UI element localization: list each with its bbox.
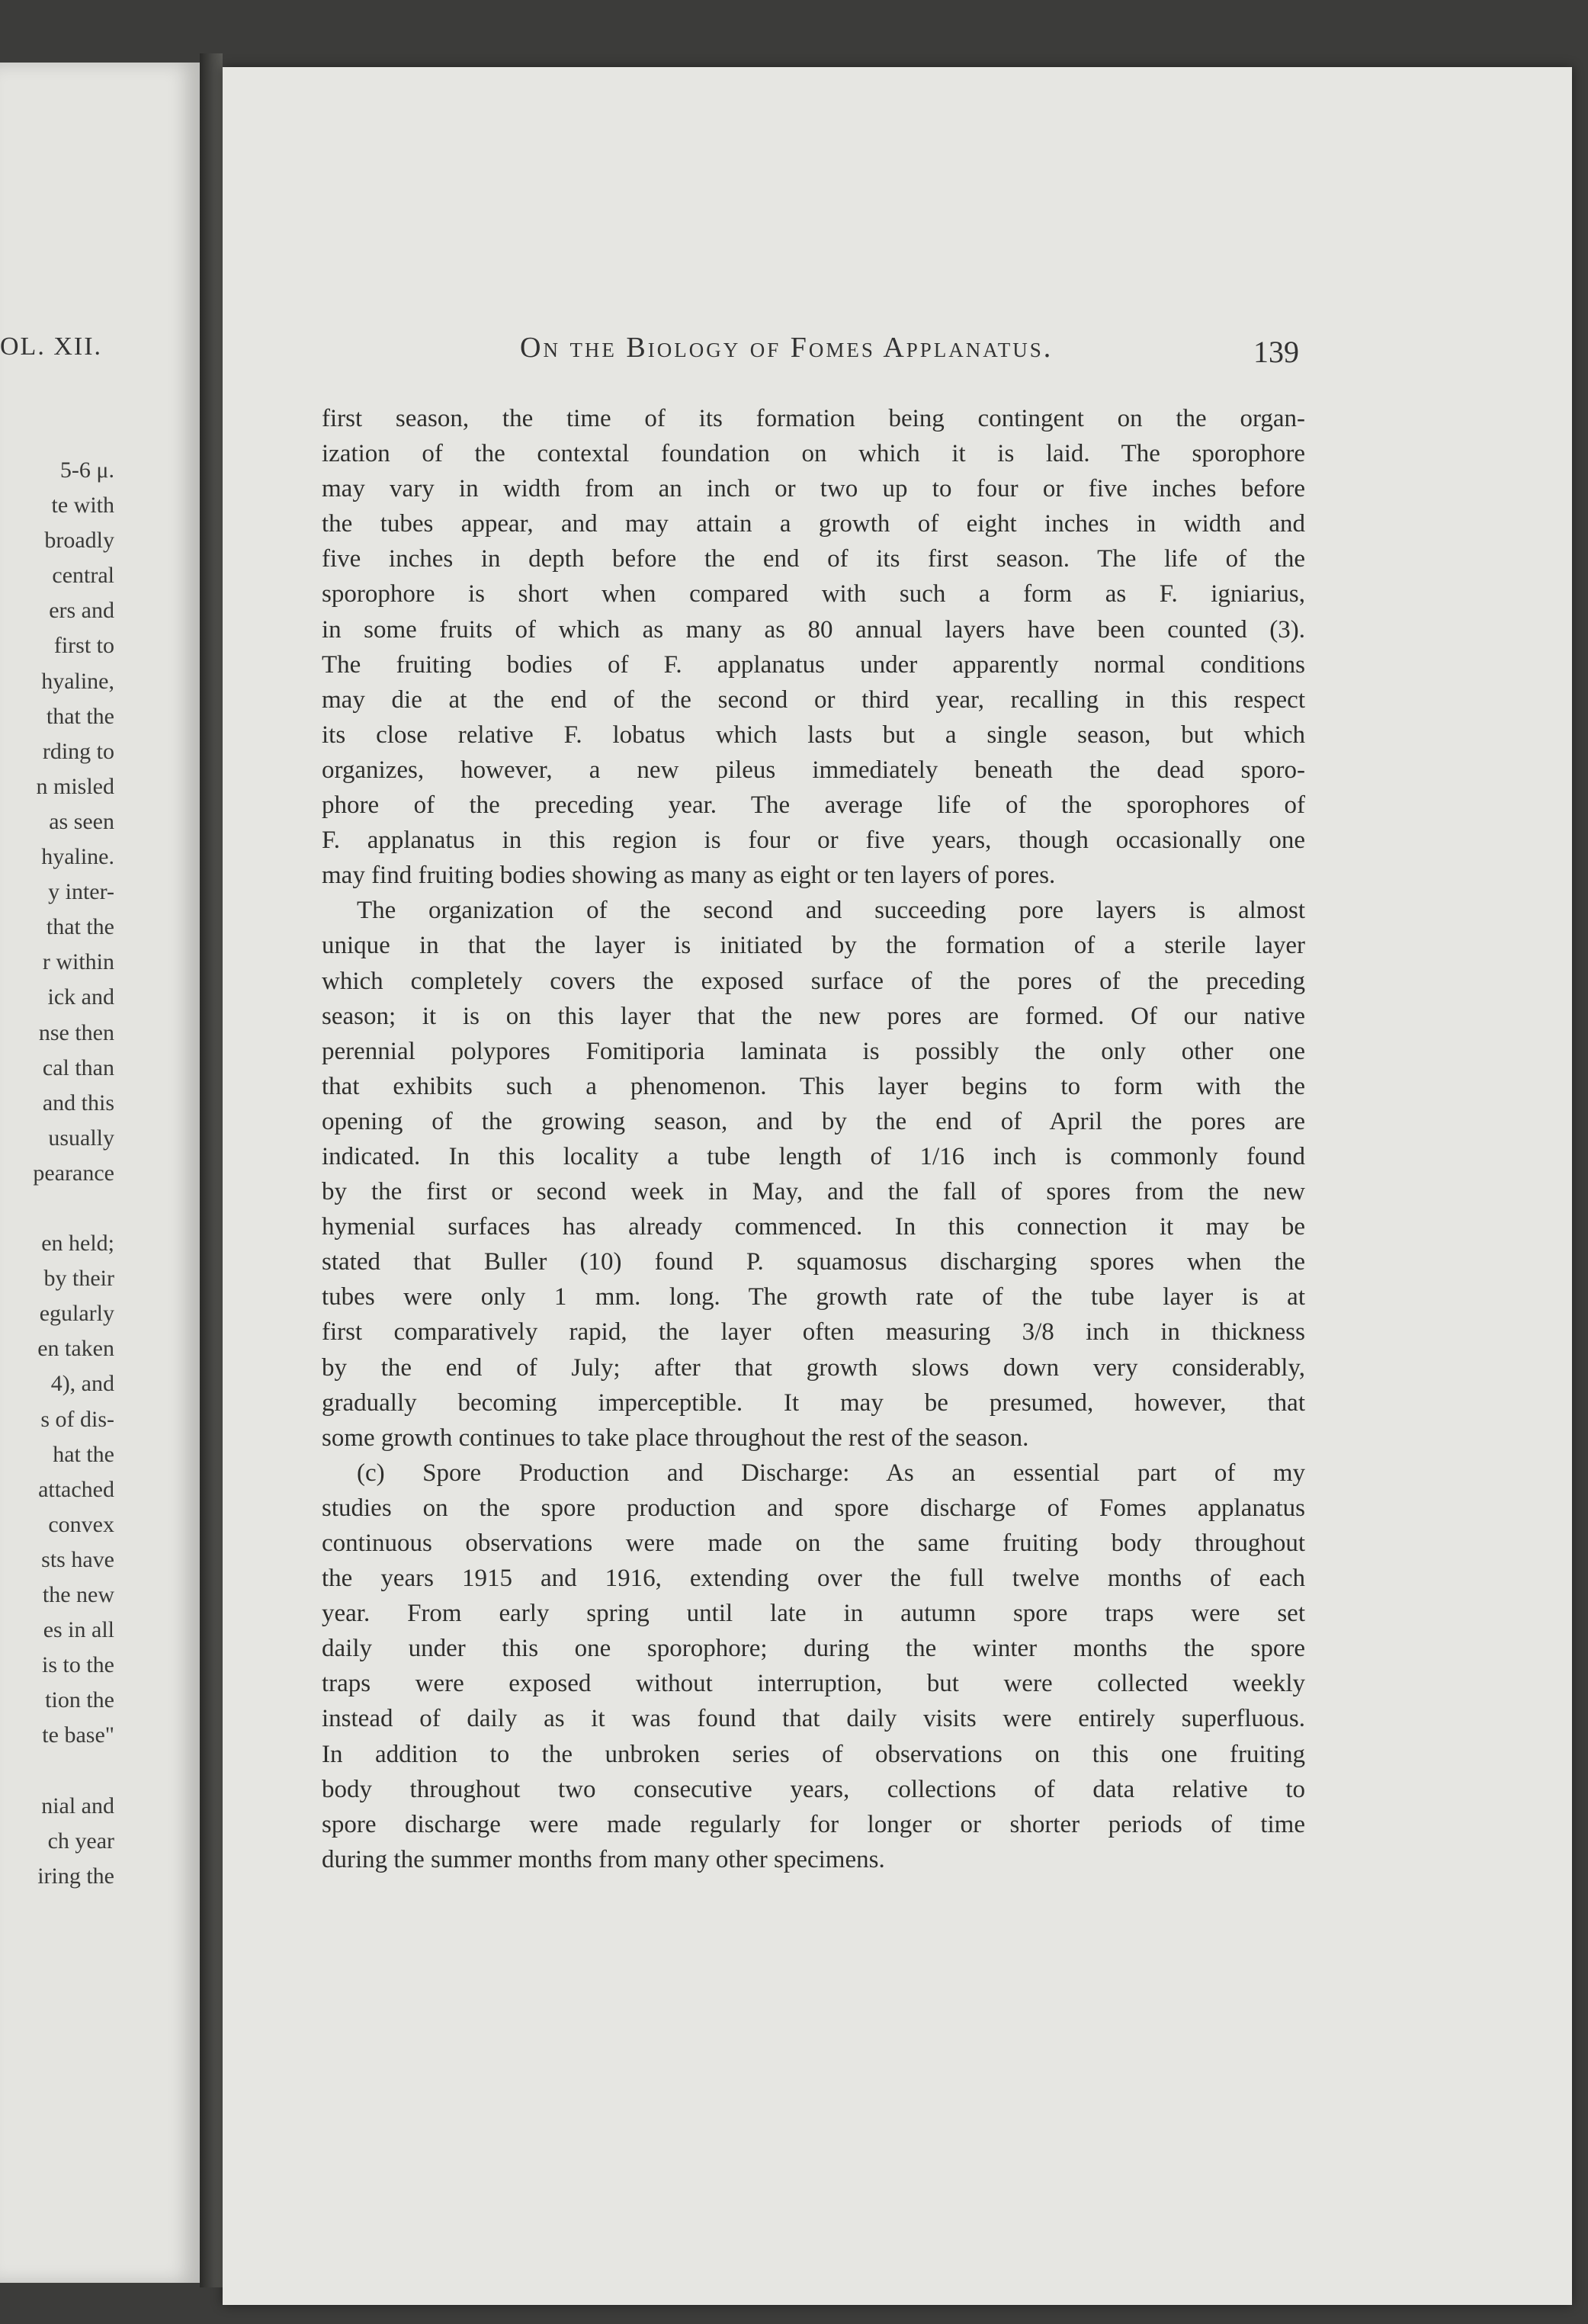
left-page-line: is to the xyxy=(42,1652,114,1678)
left-page-line: sts have xyxy=(41,1546,114,1572)
left-page-line: central xyxy=(52,563,114,589)
text-line: five inches in depth before the end of its first season. The life of the xyxy=(322,545,1305,573)
text-line: year. From early spring until late in autumn spore traps were set xyxy=(322,1600,1305,1628)
text-line: may find fruiting bodies showing as many as eight or ten layers of pores. xyxy=(322,862,1056,890)
text-line: some growth continues to take place throughout the rest of the season. xyxy=(322,1424,1029,1452)
text-line: In addition to the unbroken series of observations on this one fruiting xyxy=(322,1740,1305,1768)
text-line: gradually becoming imperceptible. It may be presumed, however, that xyxy=(322,1388,1305,1417)
left-page-line: hyaline, xyxy=(41,668,114,694)
text-line: by the end of July; after that growth slows down very considerably, xyxy=(322,1353,1305,1382)
left-running-head: OL. XII. xyxy=(0,332,103,361)
left-page-line: hat the xyxy=(53,1441,114,1467)
text-line: its close relative F. lobatus which lasts but a single season, but which xyxy=(322,721,1305,749)
left-page-line: 5-6 μ. xyxy=(59,457,114,483)
text-line: instead of daily as it was found that daily visits were entirely superfluous. xyxy=(322,1705,1305,1733)
left-page-line: pearance xyxy=(33,1160,114,1186)
left-page-line: s of dis- xyxy=(40,1406,114,1432)
left-page-line: nial and xyxy=(41,1793,114,1818)
left-page-line: cal than xyxy=(42,1054,114,1080)
left-page-line: es in all xyxy=(43,1617,114,1643)
left-page-line: tion the xyxy=(45,1687,114,1713)
left-page-line: en held; xyxy=(41,1231,114,1257)
left-page-line: ch year xyxy=(47,1828,114,1854)
left-page-line: that the xyxy=(46,914,114,940)
text-line: opening of the growing season, and by the end of April the pores are xyxy=(322,1107,1305,1135)
left-page-text xyxy=(0,453,114,1894)
left-page-line: usually xyxy=(48,1125,114,1151)
left-page-line: attached xyxy=(38,1476,114,1502)
text-line: hymenial surfaces has already commenced. In this connection it may be xyxy=(322,1213,1305,1241)
left-page-line: 4), and xyxy=(50,1371,114,1397)
text-line: may die at the end of the second or third year, recalling in this respect xyxy=(322,685,1305,714)
text-line: first comparatively rapid, the layer often measuring 3/8 inch in thickness xyxy=(322,1318,1305,1347)
book-gutter xyxy=(200,53,223,2287)
text-line: by the first or second week in May, and the fall of spores from the new xyxy=(322,1178,1305,1206)
left-page-line: as seen xyxy=(49,808,114,834)
text-line: in some fruits of which as many as 80 annual layers have been counted (3). xyxy=(322,615,1305,644)
text-line: unique in that the layer is initiated by the formation of a sterile layer xyxy=(322,932,1305,960)
left-page-line: that the xyxy=(46,703,114,729)
text-line: tubes were only 1 mm. long. The growth rate of the tube layer is at xyxy=(322,1283,1305,1311)
text-line: The fruiting bodies of F. applanatus under apparently normal conditions xyxy=(322,650,1305,679)
text-line: stated that Buller (10) found P. squamosus discharging spores when the xyxy=(322,1248,1305,1276)
left-page-line: convex xyxy=(48,1511,114,1537)
right-page xyxy=(223,67,1572,2305)
left-page-line: en taken xyxy=(37,1336,114,1362)
text-line: body throughout two consecutive years, collections of data relative to xyxy=(322,1775,1305,1803)
left-page-line: first to xyxy=(53,633,114,659)
text-line: season; it is on this layer that the new pores are formed. Of our native xyxy=(322,1002,1305,1030)
left-page-line: n misled xyxy=(36,773,114,799)
text-line: (c) Spore Production and Discharge: As an essential part of my xyxy=(357,1459,1305,1487)
text-line: ization of the contextal foundation on which it is laid. The sporophore xyxy=(322,440,1305,468)
left-page-line: broadly xyxy=(44,528,114,554)
text-line: the years 1915 and 1916, extending over the full twelve months of each xyxy=(322,1565,1305,1593)
text-line: spore discharge were made regularly for longer or shorter periods of time xyxy=(322,1810,1305,1838)
text-line: studies on the spore production and spore discharge of Fomes applanatus xyxy=(322,1494,1305,1522)
text-line: indicated. In this locality a tube length of 1/16 inch is commonly found xyxy=(322,1142,1305,1170)
left-page-line: y inter- xyxy=(48,879,114,905)
text-line: phore of the preceding year. The average life of the sporophores of xyxy=(322,791,1305,820)
left-page xyxy=(0,63,200,2283)
left-page-line: te base" xyxy=(42,1722,114,1748)
left-page-line: egularly xyxy=(39,1301,114,1327)
left-page-line: nse then xyxy=(38,1019,114,1045)
left-page-line: hyaline. xyxy=(41,844,114,870)
text-line: organizes, however, a new pileus immediately beneath the dead sporo- xyxy=(322,756,1305,784)
text-line: sporophore is short when compared with such a form as F. igniarius, xyxy=(322,580,1305,608)
left-page-line: r within xyxy=(42,949,114,975)
left-page-line: by their xyxy=(43,1266,114,1292)
left-page-line: and this xyxy=(42,1090,114,1115)
left-page-line: iring the xyxy=(37,1863,114,1889)
left-page-line: ers and xyxy=(49,598,114,624)
text-line: first season, the time of its formation being contingent on the organ- xyxy=(322,405,1305,432)
text-line: F. applanatus in this region is four or five years, though occasionally one xyxy=(322,827,1305,855)
running-head: On the Biology of Fomes Applanatus. xyxy=(520,332,1054,364)
left-page-line: rding to xyxy=(42,738,114,764)
left-page-line xyxy=(0,1753,114,1788)
left-page-line: te with xyxy=(51,493,114,518)
left-page-line: ick and xyxy=(47,984,114,1010)
text-line: that exhibits such a phenomenon. This layer begins to form with the xyxy=(322,1072,1305,1100)
text-line: may vary in width from an inch or two up to four or five inches before xyxy=(322,475,1305,503)
text-line: daily under this one sporophore; during the winter months the spore xyxy=(322,1635,1305,1663)
text-line: during the summer months from many other specimens. xyxy=(322,1845,885,1873)
text-line: perennial polypores Fomitiporia laminata is possibly the only other one xyxy=(322,1037,1305,1065)
left-page-line: the new xyxy=(42,1582,114,1607)
page-number: 139 xyxy=(1253,335,1299,369)
text-line: The organization of the second and succeeding pore layers is almost xyxy=(357,897,1305,925)
body-text xyxy=(322,401,1305,1877)
text-line: the tubes appear, and may attain a growth of eight inches in width and xyxy=(322,510,1305,538)
text-line: which completely covers the exposed surface of the pores of the preceding xyxy=(322,967,1305,995)
text-line: continuous observations were made on the same fruiting body throughout xyxy=(322,1530,1305,1557)
left-page-line xyxy=(0,1191,114,1226)
text-line: traps were exposed without interruption, but were collected weekly xyxy=(322,1670,1305,1698)
